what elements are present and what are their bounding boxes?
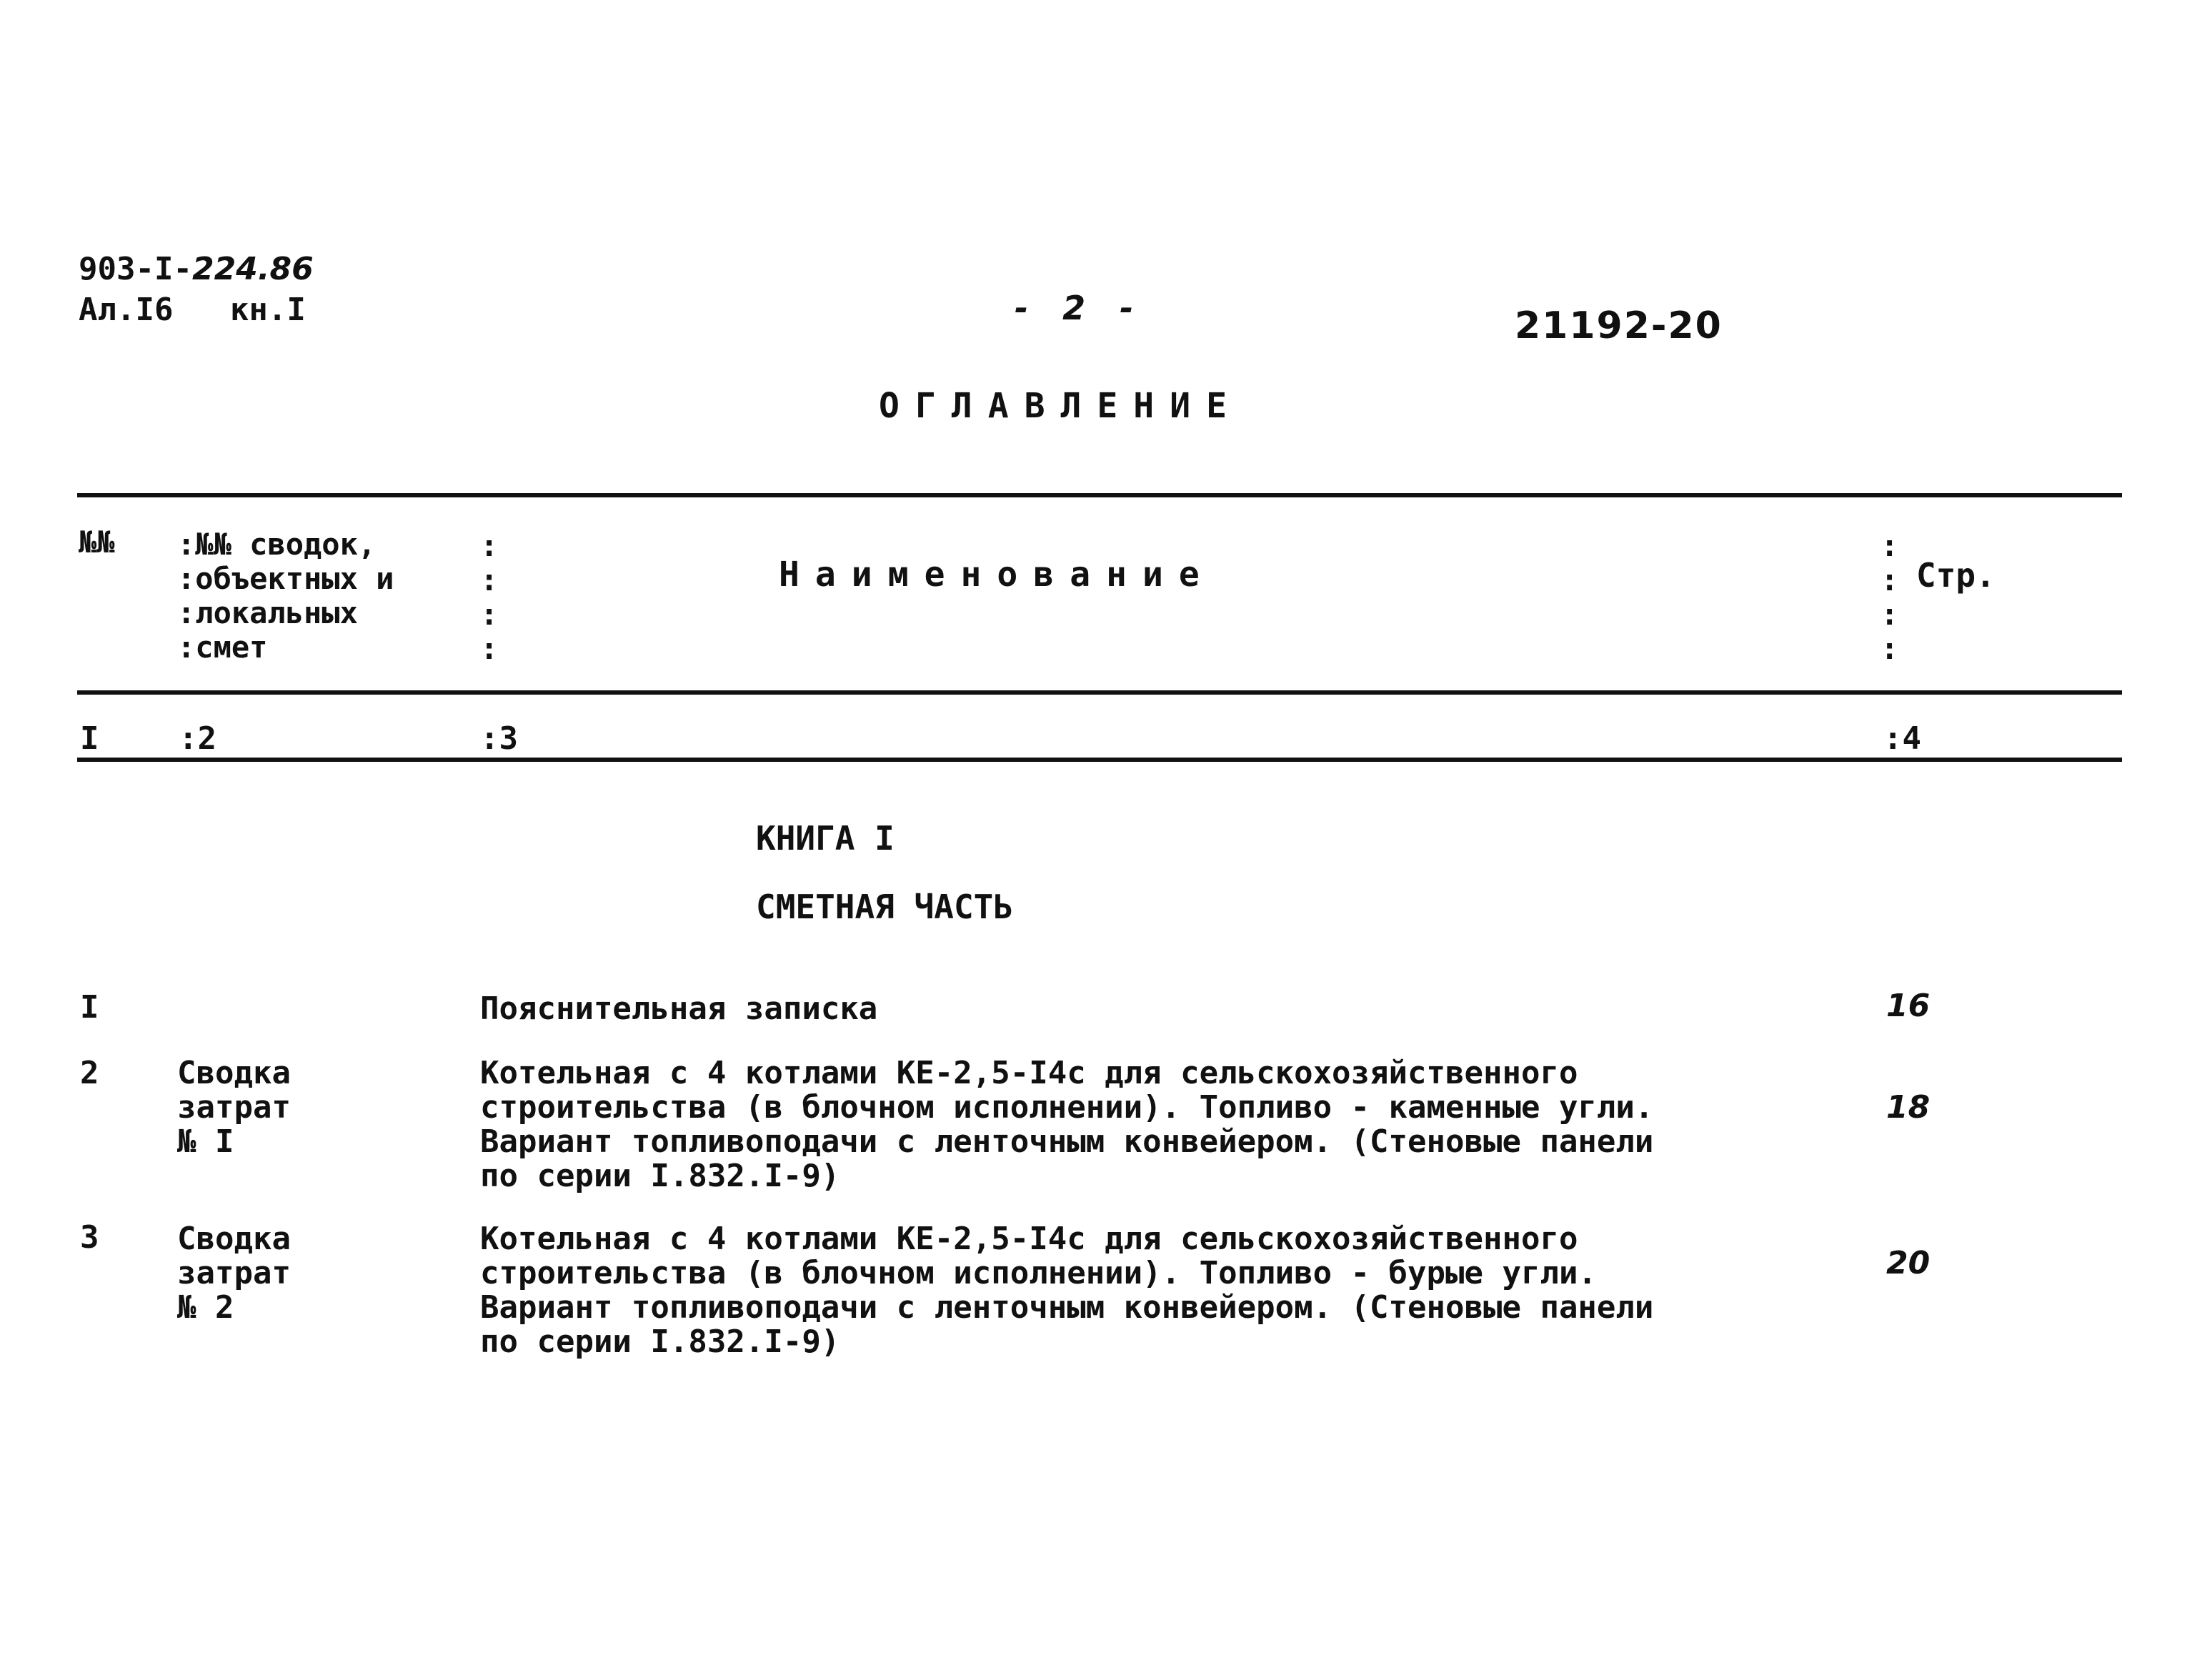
row-title: Котельная с 4 котлами КЕ-2,5-I4с для сельскохозяйственного строительства (в блочном исполнении). Топливо - каменные угли. Вариант топливоподачи с ленточным конвейером. (Стеновые панели по серии I.832.I-9)	[480, 1055, 1654, 1194]
row-page: 20	[1886, 1245, 1930, 1281]
row-title: Пояснительная записка	[480, 991, 878, 1027]
row-summary-ref: Сводка затрат № I	[177, 1055, 291, 1160]
row-summary-ref: Сводка затрат № 2	[177, 1221, 291, 1326]
column-numbers-rule	[77, 758, 2122, 762]
section-part-heading: СМЕТНАЯ ЧАСТЬ	[756, 888, 1014, 926]
inventory-number: 21192-20	[1515, 304, 1723, 347]
document-code-handwritten: 224.86	[191, 251, 314, 287]
column-number: :3	[480, 720, 518, 757]
row-page: 18	[1886, 1089, 1930, 1126]
column-number: :2	[179, 720, 216, 757]
column-number: :4	[1883, 720, 1921, 757]
header-separator: : : : :	[1880, 528, 1899, 666]
row-page: 16	[1886, 988, 1930, 1024]
header-col-name: Наименование	[779, 555, 1215, 595]
header-col-number: №№	[79, 525, 115, 560]
document-code-printed: 903-I-	[79, 251, 192, 287]
header-separator: : : : :	[480, 528, 499, 666]
section-book-heading: КНИГА I	[756, 819, 895, 858]
album-book-label: Ал.I6 кн.I	[79, 292, 306, 328]
header-col-summaries: :№№ сводок, :объектных и :локальных :смет	[177, 527, 394, 665]
header-bottom-rule	[77, 690, 2122, 695]
row-number: 2	[80, 1055, 99, 1091]
page-number: - 2 -	[1015, 289, 1134, 327]
column-number: I	[80, 720, 99, 757]
header-col-page: Стр.	[1916, 556, 1996, 595]
page-title: ОГЛАВЛЕНИЕ	[879, 386, 1242, 426]
row-number: I	[80, 989, 99, 1026]
row-title: Котельная с 4 котлами КЕ-2,5-I4с для сельскохозяйственного строительства (в блочном исполнении). Топливо - бурые угли. Вариант топливоподачи с ленточным конвейером. (Стеновые панели по серии I.832.I-9)	[480, 1221, 1654, 1360]
table-top-rule	[77, 493, 2122, 497]
document-code	[79, 251, 314, 287]
row-number: 3	[80, 1219, 99, 1256]
